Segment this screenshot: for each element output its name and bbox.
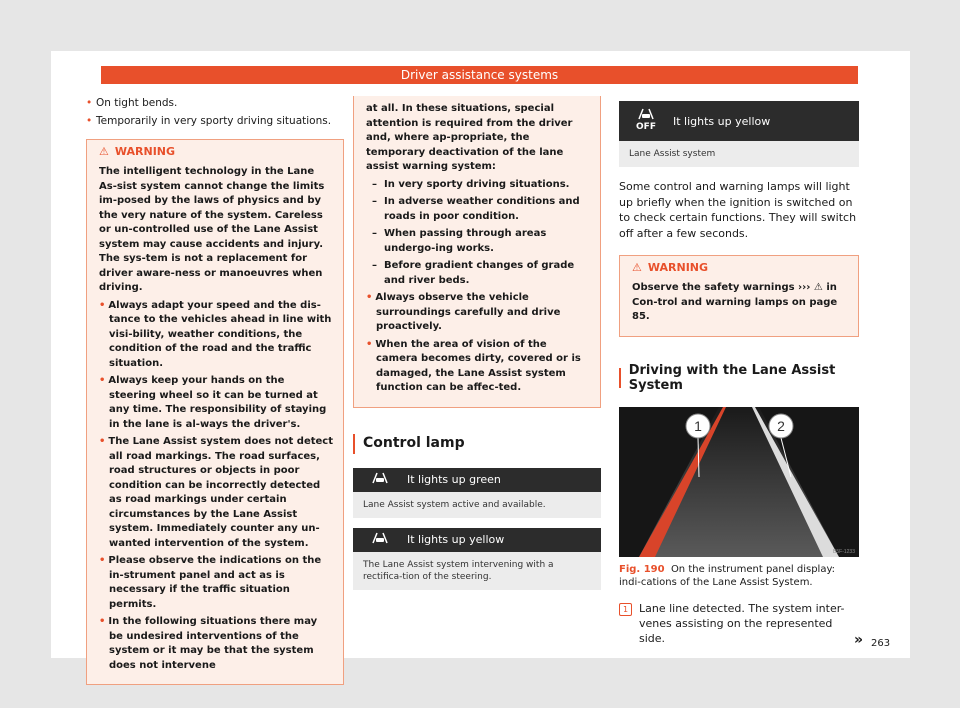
dash-item: – When passing through areas undergo-ing works. [372,228,547,254]
warning-header: ⚠ WARNING [99,145,176,158]
body-paragraph: Some control and warning lamps will light up briefly when the ignition is switched on to check certain functions. They will switch off after a few seconds. [619,180,857,240]
lamp-row-head: It lights up green [353,468,601,492]
dash-item: – Before gradient changes of grade and river beds. [372,260,575,286]
marker-1: 1 [694,417,702,434]
warning-bullet: • In the following situations there may be undesired interventions of the system or it may be that the system does not intervene [99,616,318,671]
section-title: Driving with the Lane Assist System [628,362,836,393]
warning-header: ⚠ WARNING [632,261,709,274]
warning-bullet: • Please observe the indications on the in-strument panel and act as is necessary if the traffic situation permits. [99,555,322,610]
section-heading [619,363,859,393]
lane-assist-icon [353,532,407,548]
warning-text: at all. In these situations, special attention is required from the driver and, where ap-propriate, the temporary deactivation of the lane assist warning system: [366,103,573,172]
lamp-row-desc: Lane Assist system [619,141,859,167]
warning-bullet: • The Lane Assist system does not detect all road markings. The road surfaces, road structures or objects in poor condition can be incorrectly detected as road markings under certain circumstances by the Lane Assist system. Immediately counter any un-wanted intervention of the system. [99,436,333,549]
warning-bullet: • Always keep your hands on the steering wheel so it can be turned at any time. The responsibility of staying in the lane is al-ways the driver's. [99,375,327,430]
column-2 [353,96,601,590]
column-3 [619,101,863,648]
legend-item: 1 Lane line detected. The system inter-venes assisting on the represented side. » [619,601,859,646]
dash-item: – In very sporty driving situations. [372,178,570,190]
list-item: • Temporarily in very sporty driving situations. [86,115,332,127]
lamp-row-desc: The Lane Assist system intervening with a rectifica-tion of the steering. [353,552,601,590]
warning-icon: ⚠ [632,261,642,274]
column-1 [86,96,344,685]
marker-2: 2 [777,417,785,434]
section-heading [353,434,601,454]
warning-text: The intelligent technology in the Lane As-sist system cannot change the limits im-posed by the laws of physics and by the very nature of the system. Careless or un-controlled use of the Lane Assist system may cause accidents and injury. The sys-tem is not a replacement for driver aware-ness or manoeuvres when driving. [99,166,325,293]
lane-assist-icon [353,472,407,488]
lamp-table [353,468,601,590]
item-number: 1 [619,603,632,616]
lamp-row-head: OFF It lights up yellow [619,101,859,141]
warning-box-continued [353,96,601,408]
section-title: Control lamp [363,435,465,451]
list-item: • On tight bends. [86,97,178,109]
dash-item: – In adverse weather conditions and roads in poor condition. [372,196,580,222]
lamp-row-head: It lights up yellow [353,528,601,552]
page-number: 263 [871,638,891,649]
continue-arrow-icon: » [853,631,863,648]
lane-assist-off-icon: OFF [619,108,673,135]
warning-bullet: • When the area of vision of the camera becomes dirty, covered or is damaged, the Lane Assist system function can be affec-ted. [366,338,581,393]
warning-box [619,255,859,337]
warning-box [86,139,344,685]
warning-bullet: • Always observe the vehicle surroundings carefully and drive proactively. [366,292,561,332]
figure-caption: Fig. 190 On the instrument panel display: indi-cations of the Lane Assist System. [619,563,836,588]
warning-bullet: • Always adapt your speed and the dis-tance to the vehicles ahead in line with visi-bility, weather conditions, the condition of the road and the traffic situation. [99,299,332,369]
warning-icon: ⚠ [99,145,109,158]
lamp-row-desc: Lane Assist system active and available. [353,492,601,518]
warning-text: Observe the safety warnings ››› ⚠ in Con-trol and warning lamps on page 85. [632,282,838,322]
lane-assist-figure [619,407,859,557]
page-header: Driver assistance systems [101,66,858,84]
figure-code: B5F-1233 [833,548,855,555]
